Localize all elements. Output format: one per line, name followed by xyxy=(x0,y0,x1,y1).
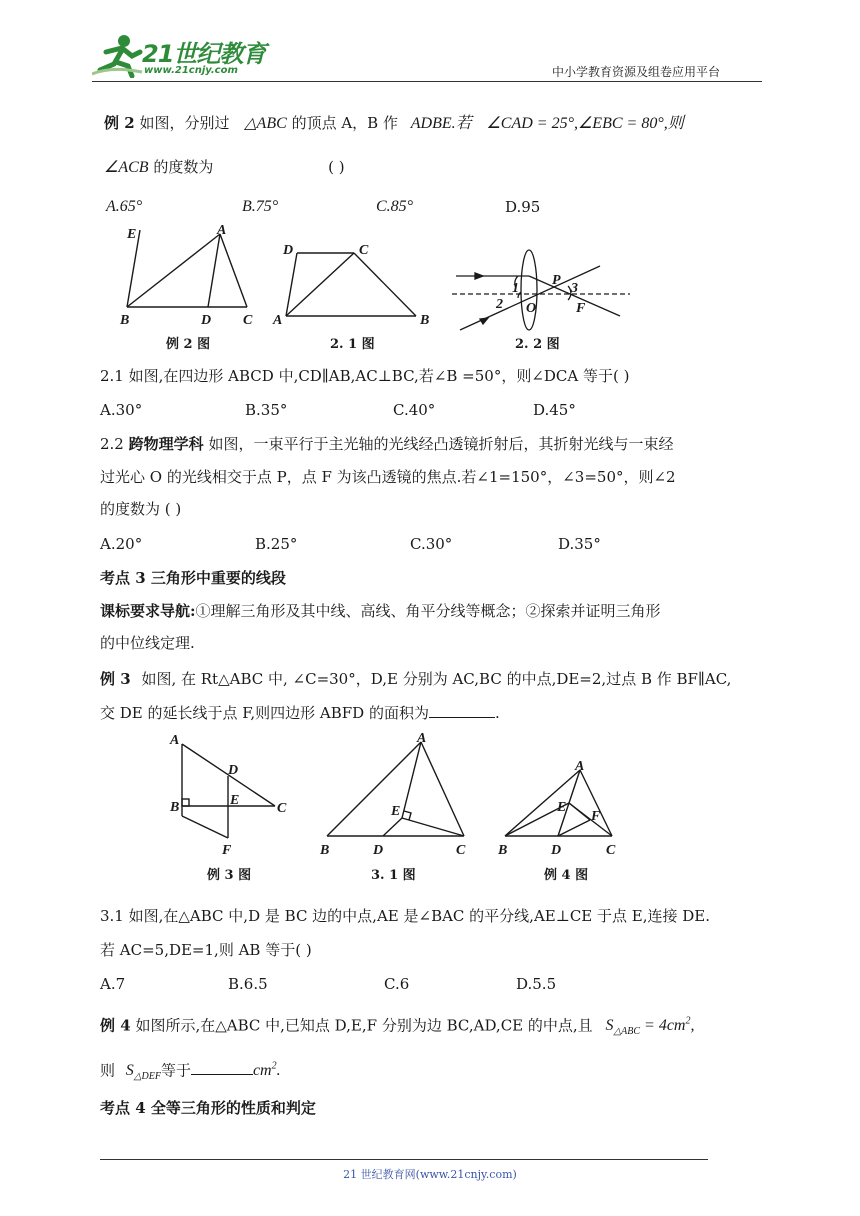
ex3-fig-caption: 例 3 图 xyxy=(207,868,252,883)
kp3-guide-line1: 课标要求导航:①理解三角形及其中线、高线、角平分线等概念；②探索并证明三角形 xyxy=(100,602,661,620)
kp3-title: 考点 3 三角形中重要的线段 xyxy=(100,569,286,587)
ex4-fig-label-e: E xyxy=(557,800,567,815)
figure-2-1 xyxy=(286,253,416,316)
ex2-option-d: D.95 xyxy=(505,198,541,216)
q21-option-d: D.45° xyxy=(533,401,576,419)
q21-option-a: A.30° xyxy=(100,401,143,419)
fig3-label-o: O xyxy=(526,301,537,316)
q21-option-c: C.40° xyxy=(393,401,436,419)
ex3-fig-label-d: D xyxy=(228,763,239,778)
q31-option-d: D.5.5 xyxy=(516,975,557,993)
ex2-label: 例 2 xyxy=(104,114,135,132)
q22-line2: 过光心 O 的光线相交于点 P，点 F 为该凸透镜的焦点.若∠1=150°，∠3=50°，则∠2 xyxy=(100,468,676,486)
q21-option-b: B.35° xyxy=(245,401,288,419)
runner-icon xyxy=(92,32,144,78)
fig1-label-b: B xyxy=(120,313,130,328)
ex4-fig-caption: 例 4 图 xyxy=(544,868,589,883)
figure-2-2 xyxy=(452,250,630,330)
fig31-label-b: B xyxy=(320,843,330,858)
kp3-guide-line2: 的中位线定理. xyxy=(100,634,195,652)
figure-row-1 xyxy=(100,218,660,358)
fig31-label-c: C xyxy=(456,843,466,858)
q31-line2: 若 AC=5,DE=1,则 AB 等于( ) xyxy=(100,941,312,959)
ex4-area-abc: $S_{\triangle ABC} = 4cm^2$, xyxy=(605,1016,695,1038)
q22-tag: 跨物理学科 xyxy=(128,435,204,453)
q22-option-b: B.25° xyxy=(255,535,298,553)
ex3-line2: 交 DE 的延长线于点 F,则四边形 ABFD 的面积为 . xyxy=(100,704,500,722)
ex3-fig-label-e: E xyxy=(230,793,240,808)
logo-url: www.21cnjy.com xyxy=(144,65,238,76)
q31-line1: 3.1 如图,在△ABC 中,D 是 BC 边的中点,AE 是∠BAC 的平分线,AE⊥CE 于点 E,连接 DE. xyxy=(100,907,711,925)
q21-text: 2.1 如图,在四边形 ABCD 中,CD∥AB,AC⊥BC,若∠B =50°，则∠DCA 等于( ) xyxy=(100,367,630,385)
ex4-fig-label-f: F xyxy=(591,809,601,824)
ex2-option-c: C.85° xyxy=(376,198,414,215)
q31-option-c: C.6 xyxy=(384,975,410,993)
footer-text: 21 世纪教育网(www.21cnjy.com) xyxy=(343,1168,517,1181)
fig3-label-f: F xyxy=(576,301,586,316)
fig1-label-d: D xyxy=(201,313,212,328)
ex4-line2: 则 $S_{\triangle DEF}$等于 $cm^2$. xyxy=(100,1061,281,1083)
fig2-label-b: B xyxy=(420,313,430,328)
ex2-line2: ∠ACB 的度数为 ( ) xyxy=(104,158,345,176)
q31-option-a: A.7 xyxy=(100,975,126,993)
ex3-fig-label-b: B xyxy=(170,800,180,815)
ex3-fig-label-f: F xyxy=(222,843,232,858)
ex3-fig-label-a: A xyxy=(170,733,180,748)
ex4-line1: 例 4 如图所示,在△ABC 中,已知点 D,E,F 分别为边 BC,AD,CE 的中点,且 $S_{\triangle ABC} = 4cm^2$, xyxy=(100,1016,695,1038)
ex2-option-b: B.75° xyxy=(242,198,279,215)
ex4-fig-label-c: C xyxy=(606,843,616,858)
ex4-answer-blank xyxy=(191,1060,253,1075)
fig1-label-e: E xyxy=(127,227,137,242)
fig3-label-2: 2 xyxy=(496,297,503,312)
kp4-title: 考点 4 全等三角形的性质和判定 xyxy=(100,1099,316,1117)
q22-option-c: C.30° xyxy=(410,535,453,553)
footer-rule xyxy=(100,1159,708,1160)
figure-row-2 xyxy=(160,726,640,890)
fig2-caption: 2. 1 图 xyxy=(330,337,375,352)
header-rule xyxy=(92,81,762,82)
ex3-answer-blank xyxy=(429,703,495,718)
figure-ex3 xyxy=(182,744,275,838)
ex3-label: 例 3 xyxy=(100,670,131,688)
logo-text: 21世纪教育 xyxy=(142,40,266,68)
ex4-fig-label-d: D xyxy=(551,843,562,858)
fig3-label-1: 1 xyxy=(512,281,519,296)
ex2-line1: 例 2 如图，分别过 △ABC 的顶点 A，B 作 ADBE.若 ∠CAD = 25°,∠EBC = 80°,则 xyxy=(104,114,684,132)
fig1-caption: 例 2 图 xyxy=(166,337,211,352)
fig1-label-c: C xyxy=(243,313,253,328)
fig31-label-a: A xyxy=(417,731,427,746)
q22-line1: 2.2 跨物理学科 如图，一束平行于主光轴的光线经凸透镜折射后，其折射光线与一束经 xyxy=(100,435,674,453)
ex4-label: 例 4 xyxy=(100,1016,131,1035)
ex3-fig-label-c: C xyxy=(277,801,287,816)
ex4-area-def: $S_{\triangle DEF}$ xyxy=(125,1062,161,1083)
fig31-label-d: D xyxy=(373,843,384,858)
header-logo xyxy=(92,32,267,80)
fig31-label-e: E xyxy=(391,804,401,819)
fig1-label-a: A xyxy=(217,223,227,238)
q22-option-a: A.20° xyxy=(100,535,143,553)
fig3-label-3: 3 xyxy=(571,281,578,296)
figure-ex2 xyxy=(127,230,247,307)
fig3-caption: 2. 2 图 xyxy=(515,337,560,352)
q22-option-d: D.35° xyxy=(558,535,601,553)
q31-option-b: B.6.5 xyxy=(228,975,268,993)
fig3-label-p: P xyxy=(552,273,561,288)
fig2-label-c: C xyxy=(359,243,369,258)
fig2-label-a: A xyxy=(273,313,283,328)
ex4-fig-label-b: B xyxy=(498,843,508,858)
ex4-fig-label-a: A xyxy=(575,759,585,774)
fig31-caption: 3. 1 图 xyxy=(371,868,416,883)
platform-name: 中小学教育资源及组卷应用平台 xyxy=(552,65,721,79)
ex2-option-a: A.65° xyxy=(106,198,143,215)
figure-3-1 xyxy=(327,742,464,836)
ex3-line1: 例 3 如图, 在 Rt△ABC 中, ∠C=30°，D,E 分别为 AC,BC 的中点,DE=2,过点 B 作 BF∥AC, xyxy=(100,670,732,688)
q22-line3: 的度数为 ( ) xyxy=(100,500,182,518)
fig2-label-d: D xyxy=(283,243,294,258)
